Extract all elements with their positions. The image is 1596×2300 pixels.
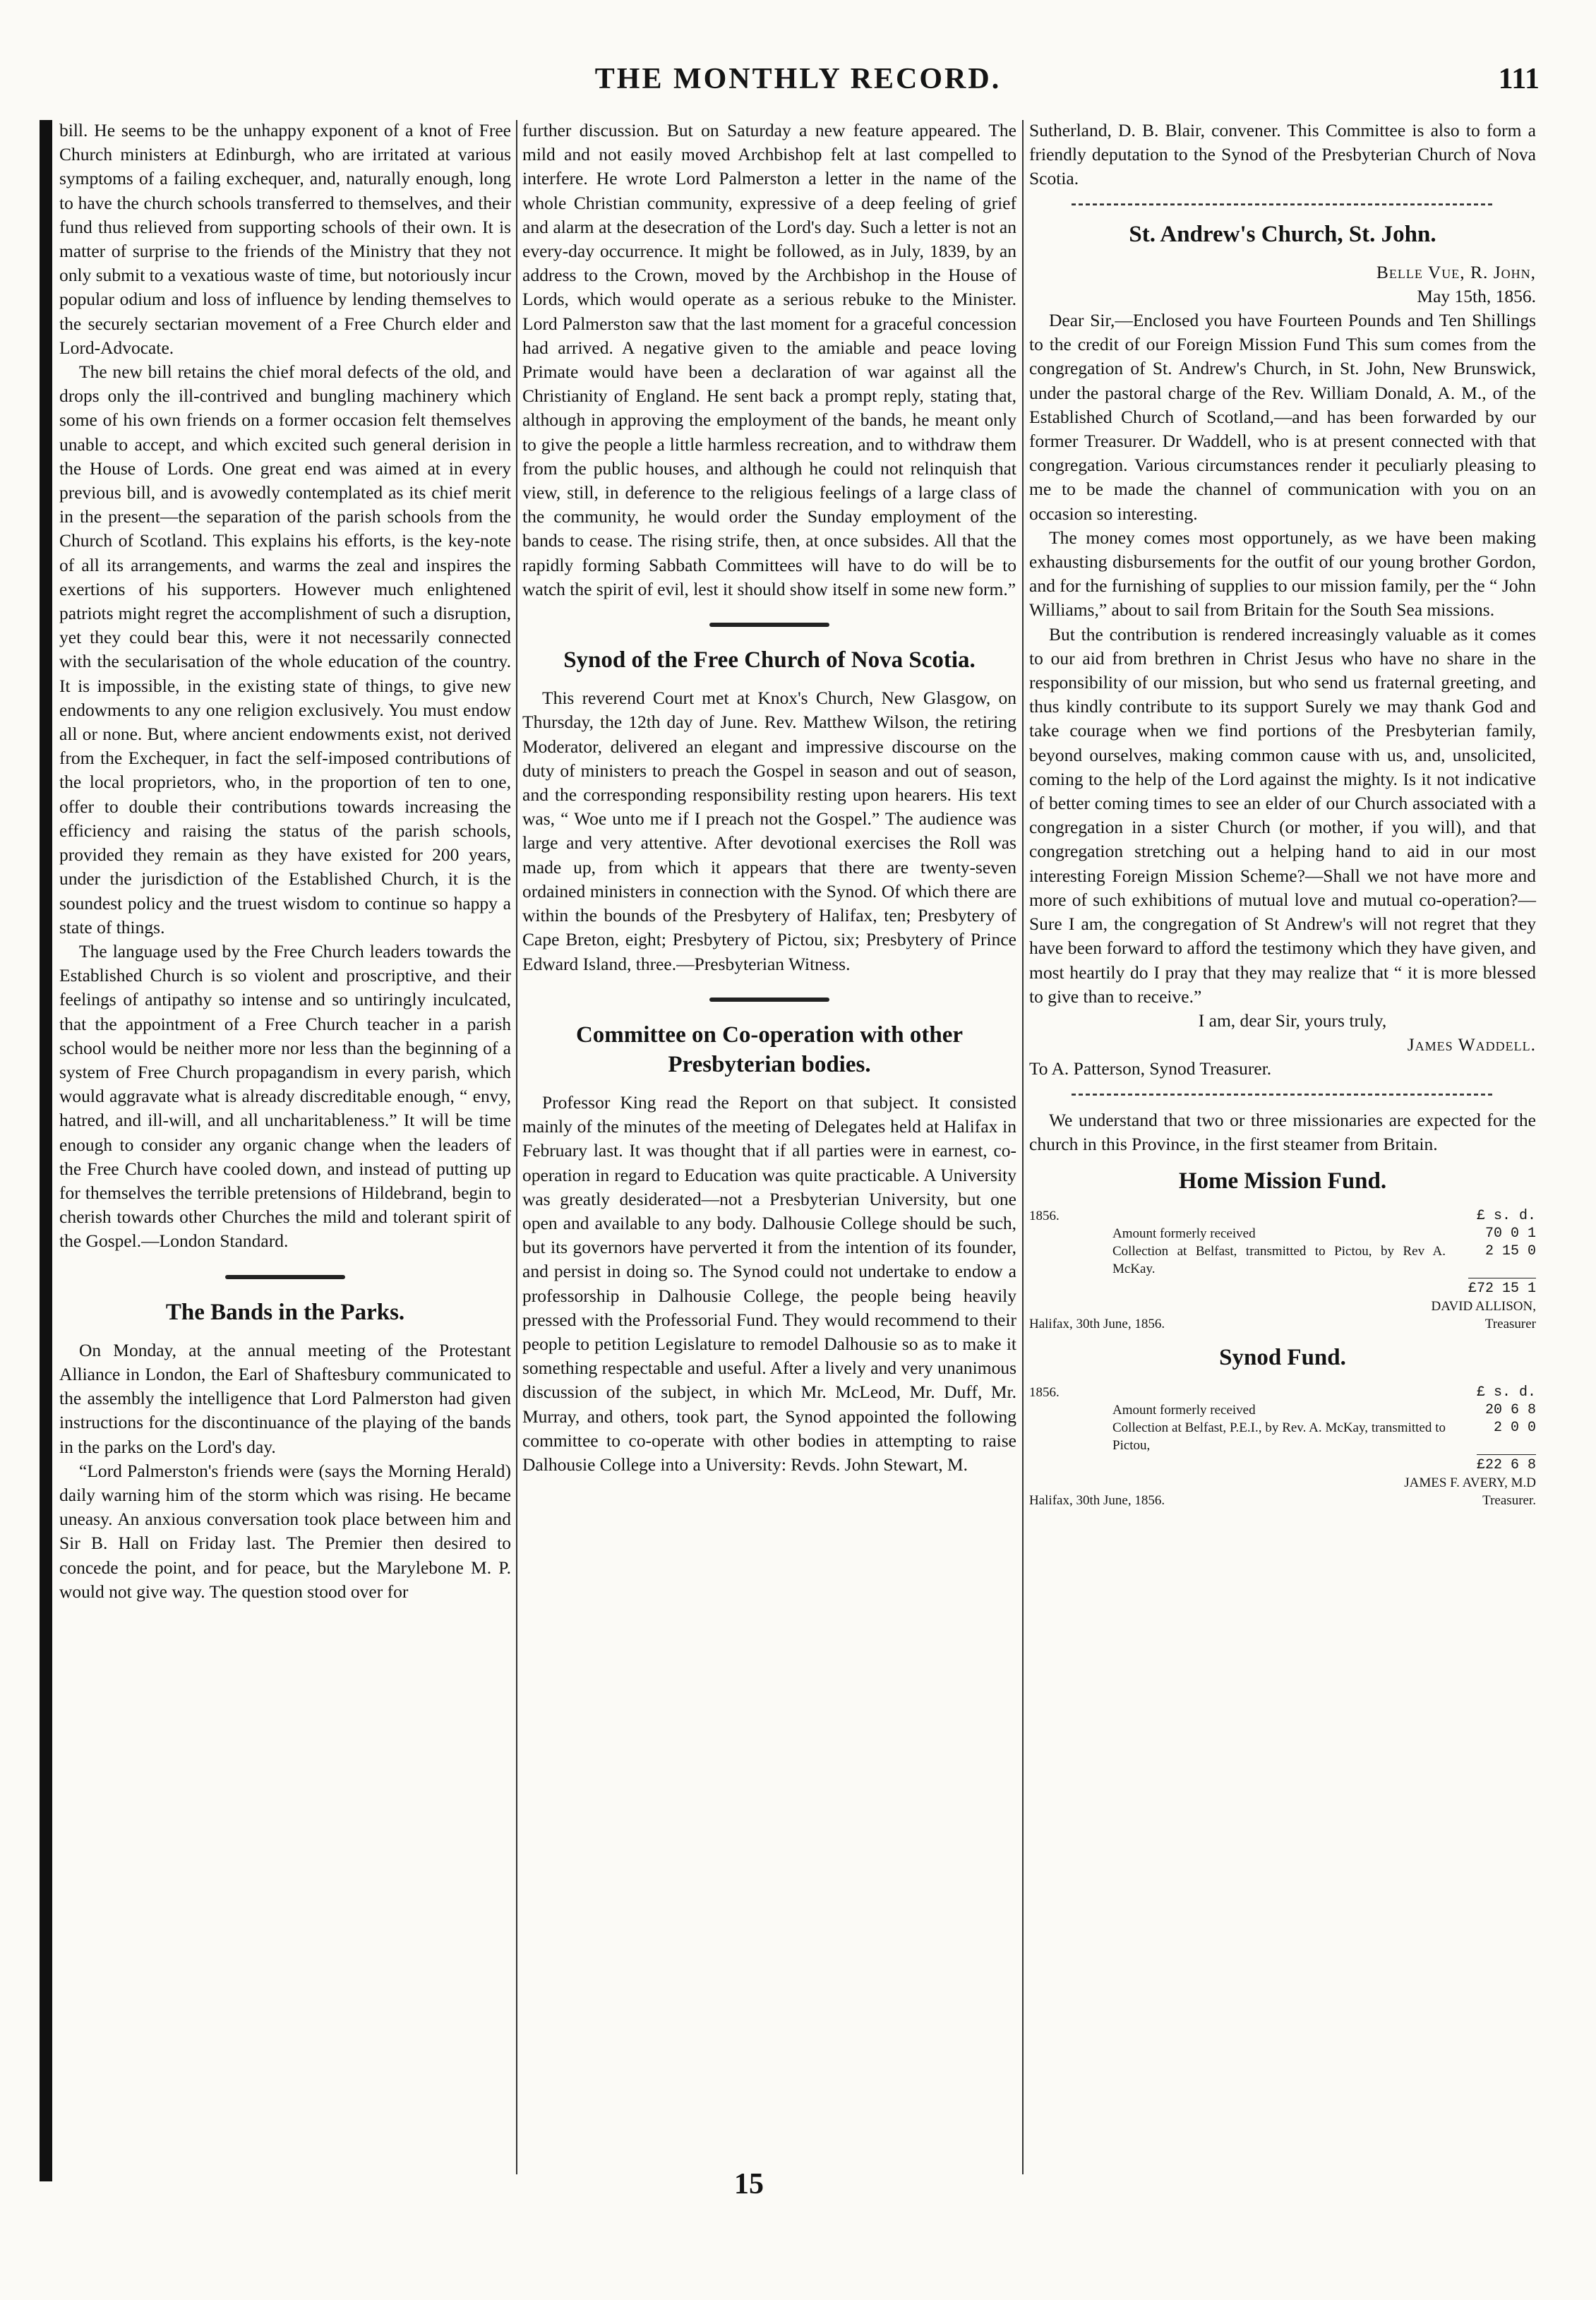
letter-paragraph: Dear Sir,—Enclosed you have Fourteen Pounds and Ten Shillings to the credit of our Foreign Mission Fund This sum comes from the congregation of St. Andrew's Church, in St. John, New Brunswick, under the pastoral charge of the Rev. William Donald, A. M., of the Established Church of Scotland,—and has been forwarded by our former Treasurer. Dr Waddell, who is at present connected with that congregation. Various circumstances render it peculiarly pleasing to me to be made the channel of communication with you on an occasion so interesting. <box>1029 310 1536 524</box>
ledger-total-row <box>1029 1454 1536 1474</box>
section-divider <box>1072 200 1494 210</box>
page-header <box>42 62 1554 104</box>
column-rule <box>516 120 517 2174</box>
article-paragraph: The language used by the Free Church leaders towards the Established Church is so violent and proscriptive, and their feelings of antipathy so intense and so untiringly inculcated, that the appointment of a Free Church teacher in a parish school would be neither more nor less than the beginning of a system of Free Church propagandism in every parish, which would aggravate what is already discreditable enough, “ envy, hatred, and ill-will, and all uncharitableness.” It will be time enough to consider any organic change when the leaders of the Free Church have cooled down, and instead of putting up for themselves the terrible pretensions of Hildebrand, begin to cherish towards other Churches the mild and tolerant spirit of the Gospel.—London Standard. <box>59 940 511 1252</box>
ledger-total: £72 15 1 <box>1468 1278 1536 1298</box>
column-3 <box>1029 119 1536 1509</box>
fund-role: Treasurer <box>1484 1316 1536 1331</box>
ledger-total-row <box>1029 1278 1536 1298</box>
letter-recipient: To A. Patterson, Synod Treasurer. <box>1029 1058 1272 1079</box>
ledger-row <box>1029 1419 1536 1454</box>
ledger-amount: 70 0 1 <box>1484 1225 1536 1242</box>
fund-signer: DAVID ALLISON, <box>1431 1298 1536 1314</box>
letter-closing: I am, dear Sir, yours truly, <box>1198 1010 1387 1031</box>
article-paragraph: Sutherland, D. B. Blair, convener. This Committee is also to form a friendly deputation to the Synod of the Presbyterian Church of Nova Scotia. <box>1029 120 1536 189</box>
ledger-header-row <box>1029 1207 1536 1225</box>
section-ornament <box>522 986 1016 1010</box>
ledger-label: Amount formerly received <box>1112 1402 1256 1418</box>
ledger-label: Collection at Belfast, transmitted to Pictou, by Rev A. McKay. <box>1112 1243 1446 1276</box>
fund-ledger-home-mission <box>1029 1207 1536 1333</box>
ledger-year: 1856. <box>1029 1384 1060 1400</box>
letter-signature: James Waddell. <box>1407 1034 1536 1055</box>
fund-heading-home-mission: Home Mission Fund. <box>1178 1168 1387 1194</box>
ledger-amount: 20 6 8 <box>1484 1401 1536 1418</box>
ledger-label: Amount formerly received <box>1112 1226 1256 1241</box>
page-number: 111 <box>1498 63 1540 95</box>
signature-folio: 15 <box>734 2168 764 2200</box>
section-ornament <box>59 1264 511 1288</box>
fund-heading-synod: Synod Fund. <box>1219 1344 1346 1370</box>
letter-date: May 15th, 1856. <box>1417 285 1536 306</box>
fund-signoff <box>1029 1315 1536 1333</box>
ledger-amount: 2 0 0 <box>1493 1419 1536 1436</box>
ledger-header-row <box>1029 1384 1536 1401</box>
article-paragraph: This reverend Court met at Knox's Church, New Glasgow, on Thursday, the 12th day of June. Rev. Matthew Wilson, the retiring Moderator, delivered an elegant and impressive discourse on the duty of ministers to preach the Gospel in season and out of season, and the corresponding responsibility resting upon hearers. His text was, “ Woe unto me if I preach not the Gospel.” The audience was large and very attentive. After devotional exercises the Roll was made up, from which it appears that there are twenty-seven ordained ministers in connection with the Synod. Of which there are within the bounds of the Presbytery of Halifax, ten; Presbytery of Cape Breton, eight; Presbytery of Pictou, six; Presbytery of Prince Edward Island, three.—Presbyterian Witness. <box>522 688 1016 974</box>
section-heading-synod: Synod of the Free Church of Nova Scotia. <box>563 647 976 673</box>
column-rule <box>1022 120 1024 2174</box>
ledger-row <box>1029 1401 1536 1419</box>
binding-edge <box>40 120 52 2181</box>
fund-ledger-synod <box>1029 1384 1536 1509</box>
section-heading-bands: The Bands in the Parks. <box>165 1299 405 1325</box>
ledger-amount: 2 15 0 <box>1484 1242 1536 1259</box>
article-paragraph: further discussion. But on Saturday a new feature appeared. The mild and not easily moved Archbishop felt at last compelled to interfere. He wrote Lord Palmerston a letter in the name of the whole Christian community, expressive of a deep feeling of grief and alarm at the desecration of the Lord's day. Such a letter is not an every-day occurrence. It might be followed, as in July, 1839, by an address to the Crown, moved by the Archbishop in the House of Lords, which would operate as a serious rebuke to the Minister. Lord Palmerston saw that the last moment for a graceful concession had arrived. A negative given to the amiable and peace loving Primate would have been a declaration of war against all the Christianity of England. He sent back a prompt reply, stating that, although in approving the employment of the bands, he meant only to give the people a little harmless recreation, and to withdraw them from the public houses, and although he could not relinquish that view, still, in deference to the religious feelings of a large class of the community, he would order the Sunday employment of the bands to cease. The rising strife, then, at once subsides. All that the rapidly forming Sabbath Committees will have to do will be to watch the spirit of evil, lest it should show itself in some new form.” <box>522 120 1016 599</box>
ledger-total: £22 6 8 <box>1477 1454 1536 1474</box>
article-paragraph: “Lord Palmerston's friends were (says the Morning Herald) daily warning him of the storm which was rising. He became uneasy. An anxious conversation took place between him and Sir B. Hall on Friday last. The Premier then desired to concede the point, and for peace, but the Marylebone M. P. would not give way. The question stood over for <box>59 1460 511 1602</box>
ledger-row <box>1029 1242 1536 1278</box>
column-2 <box>522 119 1016 1477</box>
article-paragraph: The new bill retains the chief moral defects of the old, and drops only the ill-contrived and bungling machinery which some of his own friends on a former occasion felt themselves unable to accept, and which excited such general derision in the House of Lords. One great end was aimed at in every previous bill, and is avowedly contemplated as its chief merit in the present—the separation of the parish schools from the Church of Scotland. This explains his efforts, is the key-note of all its arrangements, and warms the zeal and inspires the exertions of his supporters. However much enlightened patriots might regret the accomplishment of such a disruption, yet they could bear this, were it not necessarily connected with the secularisation of the whole education of the country. It is impossible, in the existing state of things, to give new endowments to any one religion exclusively. You must endow all or none. But, where ancient endowments exist, not derived from the Exchequer, in fact the self-imposed contributions of the local proprietors, who, in the proportion of ten to one, offer to double their contributions towards increasing the efficiency and raising the status of the parish schools, provided they remain as they have existed for 200 years, under the jurisdiction of the Established Church, it is the soundest policy and the truest wisdom to continue so happy a state of things. <box>59 361 511 938</box>
fund-signer: JAMES F. AVERY, M.D <box>1404 1475 1536 1490</box>
fund-role: Treasurer. <box>1482 1492 1536 1508</box>
ledger-currency: £ s. d. <box>1476 1384 1536 1401</box>
article-paragraph: On Monday, at the annual meeting of the Protestant Alliance in London, the Earl of Shaftesbury communicated to the assembly the intelligence that Lord Palmerston had given instructions for the discontinuance of the playing of the bands in the parks on the Lord's day. <box>59 1339 511 1457</box>
section-ornament <box>522 611 1016 635</box>
letter-address: Belle Vue, R. John, <box>1376 261 1536 282</box>
article-paragraph: bill. He seems to be the unhappy exponent of a knot of Free Church ministers at Edinburgh, who are irritated at various symptoms of a failing exchequer, and, naturally enough, long to have the church schools transferred to themselves, and their fund thus relieved from supporting schools of their own. It is matter of surprise to the friends of the Ministry that they not only submit to a vexatious waste of time, but notoriously incur popular odium and loss of influence by lending themselves to the securely sectarian movement of a Free Church elder and Lord-Advocate. <box>59 120 511 358</box>
ledger-row <box>1029 1225 1536 1242</box>
section-heading-st-andrews: St. Andrew's Church, St. John. <box>1129 221 1436 247</box>
ledger-label: Collection at Belfast, P.E.I., by Rev. A. McKay, transmitted to Pictou, <box>1112 1420 1446 1453</box>
section-divider <box>1072 1090 1494 1100</box>
column-1 <box>59 119 511 1604</box>
fund-signoff <box>1029 1492 1536 1509</box>
section-heading-committee: Committee on Co-operation with other Presbyterian bodies. <box>575 1022 964 1077</box>
letter-paragraph: But the contribution is rendered increasingly valuable as it comes to our aid from brethren in Christ Jesus who have no share in the responsibility of our mission, but who send us fraternal greeting, and thus kindly contribute to its support Surely we may thank God and take courage when we find portions of the Presbyterian family, beyond ourselves, making common cause with us, and, unsolicited, coming to the help of the Lord against the mighty. Is it not indicative of better coming times to see an elder of our Church associated with a congregation in a sister Church (or mother, if you will), and that congregation stretching out a helping hand to aid in our most interesting Foreign Mission Scheme?—Shall we not have more and more of such exhibitions of mutual love and mutual co-operation?—Sure I am, the congregation of St Andrew's will not regret that they have been forward to afford the testimony which they have given, and most heartily do I pray that they may realize that “ it is more blessed to give than to receive.” <box>1029 623 1536 1007</box>
running-title: THE MONTHLY RECORD. <box>594 63 1002 95</box>
fund-place-date: Halifax, 30th June, 1856. <box>1029 1316 1165 1331</box>
fund-place-date: Halifax, 30th June, 1856. <box>1029 1492 1165 1508</box>
letter-paragraph: The money comes most opportunely, as we have been making exhausting disbursements for the outfit of our young brother Gordon, and for the furnishing of supplies to our mission family, per the “ John Williams,” about to sail from Britain for the South Sea missions. <box>1029 527 1536 621</box>
ledger-currency: £ s. d. <box>1476 1207 1536 1224</box>
ledger-year: 1856. <box>1029 1208 1060 1223</box>
article-paragraph: Professor King read the Report on that subject. It consisted mainly of the minutes of the meeting of Delegates held at Halifax in February last. It was thought that if all parties were in earnest, co-operation in regard to Education was quite practicable. A University was greatly desiderated—not a Presbyterian University, but one open and available to any body. Dalhousie College should be such, but its governors have perverted it from the intention of its founder, and persist in doing so. The Synod could not undertake to endow a professorship in Dalhousie College, the people being heavily pressed with the Professorial Fund. They would recommend to their people to petition Legislature to remodel Dalhousie so as to make it something respectable and useful. After a lively and very unanimous discussion of the subject, in which Mr. McLeod, Mr. Duff, Mr. Murray, and others, took part, the Synod appointed the following committee to co-operate with other bodies in attempting to raise Dalhousie College into a University: Revds. John Stewart, M. <box>522 1091 1016 1475</box>
notice-paragraph: We understand that two or three missionaries are expected for the church in this Province, in the first steamer from Britain. <box>1029 1109 1536 1154</box>
